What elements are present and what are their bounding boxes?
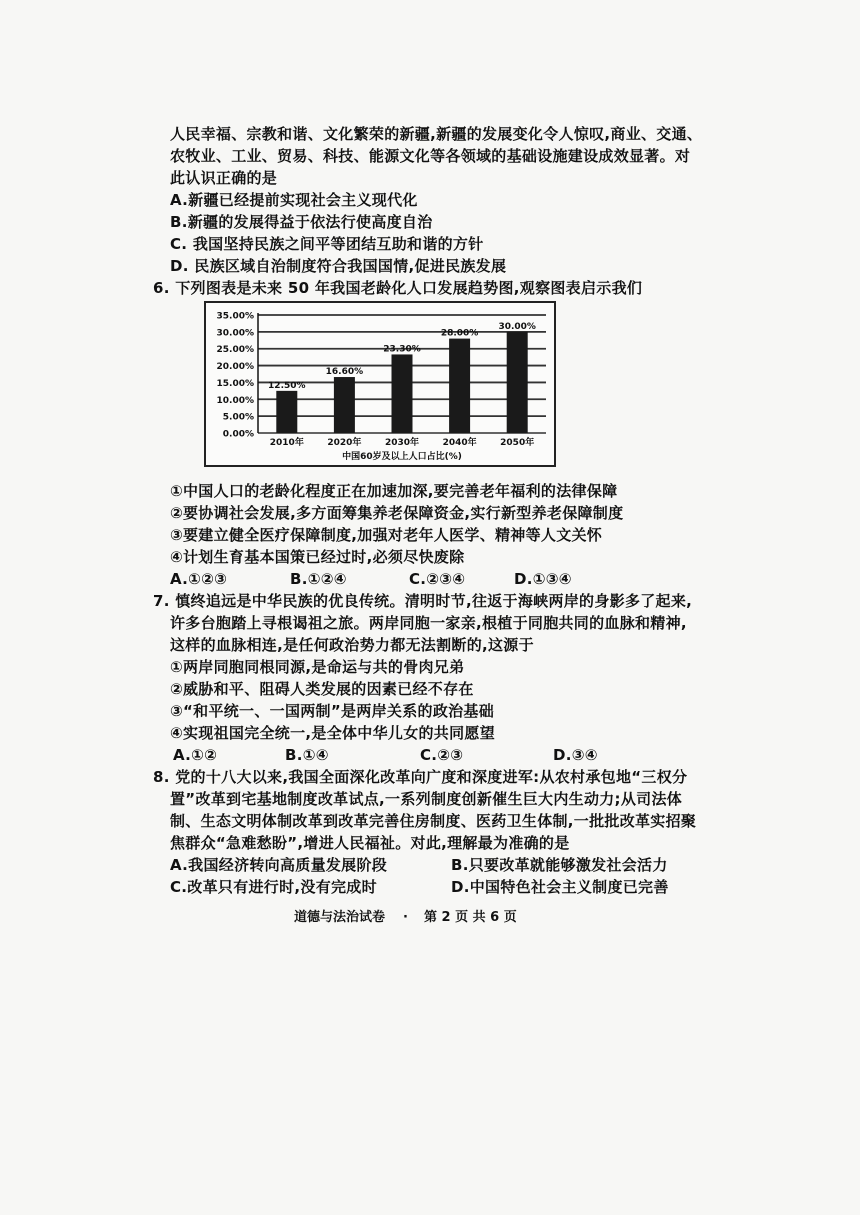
- bar: [449, 339, 470, 433]
- q6-item-1: ①中国人口的老龄化程度正在加速加深,要完善老年福利的法律保障: [170, 482, 618, 500]
- q7-option-b: B.①④: [285, 746, 329, 764]
- y-tick-label: 5.00%: [222, 412, 254, 423]
- q8-stem-line-1: 8. 党的十八大以来,我国全面深化改革向广度和深度进军:从农村承包地“三权分: [153, 768, 688, 786]
- q8-stem-line-3: 制、生态文明体制改革到改革完善住房制度、医药卫生体制,一批批改革实招聚: [170, 812, 697, 830]
- y-tick-label: 25.00%: [216, 345, 254, 356]
- bar: [507, 332, 528, 433]
- q6-option-c: C.②③④: [409, 570, 466, 588]
- bar: [334, 377, 355, 433]
- q7-stem-line-1: 7. 慎终追远是中华民族的优良传统。清明时节,往返于海峡两岸的身影多了起来,: [153, 592, 693, 610]
- q5-option-d: D. 民族区域自治制度符合我国国情,促进民族发展: [170, 257, 507, 275]
- y-tick-label: 0.00%: [222, 429, 254, 440]
- q8-option-a: A.我国经济转向高质量发展阶段: [170, 856, 388, 874]
- bar-data-label: 23.30%: [383, 344, 421, 355]
- footer-subject: 道德与法治试卷: [294, 910, 386, 925]
- q6-option-d: D.①③④: [514, 570, 572, 588]
- q7-item-3: ③“和平统一、一国两制”是两岸关系的政治基础: [170, 702, 495, 720]
- y-tick-label: 10.00%: [216, 395, 254, 406]
- q7-option-a: A.①②: [173, 746, 218, 764]
- q8-option-c: C.改革只有进行时,没有完成时: [170, 878, 377, 896]
- q5-stem-line-3: 此认识正确的是: [170, 169, 278, 187]
- x-tick-label: 2010年: [269, 438, 304, 448]
- q5-option-b: B.新疆的发展得益于依法行使高度自治: [170, 213, 433, 231]
- bar: [392, 354, 413, 433]
- bar-data-label: 28.00%: [440, 328, 479, 339]
- footer-separator: ·: [403, 910, 408, 925]
- q6-item-2: ②要协调社会发展,多方面筹集养老保障资金,实行新型养老保障制度: [170, 504, 624, 522]
- y-tick-label: 30.00%: [216, 328, 254, 339]
- q7-item-2: ②威胁和平、阻碍人类发展的因素已经不存在: [170, 680, 474, 698]
- chart-svg: [206, 303, 554, 465]
- q7-stem-line-2: 许多台胞踏上寻根谒祖之旅。两岸同胞一家亲,根植于同胞共同的血脉和精神,: [170, 614, 687, 632]
- page-footer: [294, 906, 517, 925]
- y-tick-label: 35.00%: [216, 311, 254, 322]
- aging-population-chart: [204, 301, 556, 467]
- q7-item-4: ④实现祖国完全统一,是全体中华儿女的共同愿望: [170, 724, 496, 742]
- q5-option-a: A.新疆已经提前实现社会主义现代化: [170, 191, 418, 209]
- q6-option-b: B.①②④: [290, 570, 347, 588]
- q7-stem-line-3: 这样的血脉相连,是任何政治势力都无法割断的,这源于: [170, 636, 534, 654]
- q6-item-4: ④计划生育基本国策已经过时,必须尽快废除: [170, 548, 465, 566]
- q8-stem-line-4: 焦群众“急难愁盼”,增进人民福祉。对此,理解最为准确的是: [170, 834, 570, 852]
- x-tick-label: 2040年: [442, 438, 477, 448]
- bar-data-label: 16.60%: [325, 367, 364, 378]
- q5-stem-line-1: 人民幸福、宗教和谐、文化繁荣的新疆,新疆的发展变化令人惊叹,商业、交通、: [170, 125, 703, 143]
- x-tick-label: 2050年: [500, 438, 535, 448]
- q5-option-c: C. 我国坚持民族之间平等团结互助和谐的方针: [170, 235, 484, 253]
- x-tick-label: 2020年: [327, 438, 362, 448]
- bar-data-label: 30.00%: [498, 321, 536, 332]
- q8-stem-line-2: 置”改革到宅基地制度改革试点,一系列制度创新催生巨大内生动力;从司法体: [170, 790, 683, 808]
- x-tick-label: 2030年: [384, 438, 420, 448]
- q8-option-b: B.只要改革就能够激发社会活力: [451, 856, 668, 874]
- y-tick-label: 20.00%: [216, 362, 254, 373]
- q8-option-d: D.中国特色社会主义制度已完善: [451, 878, 669, 896]
- q7-item-1: ①两岸同胞同根同源,是命运与共的骨肉兄弟: [170, 658, 465, 676]
- y-tick-label: 15.00%: [216, 378, 254, 389]
- bar: [276, 391, 297, 433]
- bar-data-label: 12.50%: [268, 380, 306, 391]
- q6-option-a: A.①②③: [170, 570, 228, 588]
- q7-option-c: C.②③: [420, 746, 464, 764]
- q5-stem-line-2: 农牧业、工业、贸易、科技、能源文化等各领域的基础设施建设成效显著。对: [170, 147, 691, 165]
- q7-option-d: D.③④: [553, 746, 598, 764]
- q6-stem: 6. 下列图表是未来 50 年我国老龄化人口发展趋势图,观察图表启示我们: [153, 279, 643, 297]
- footer-page-number: 第 2 页 共 6 页: [423, 910, 517, 925]
- q6-item-3: ③要建立健全医疗保障制度,加强对老年人医学、精神等人文关怀: [170, 526, 603, 544]
- x-axis-label: 中国60岁及以上人口占比(%): [342, 452, 462, 462]
